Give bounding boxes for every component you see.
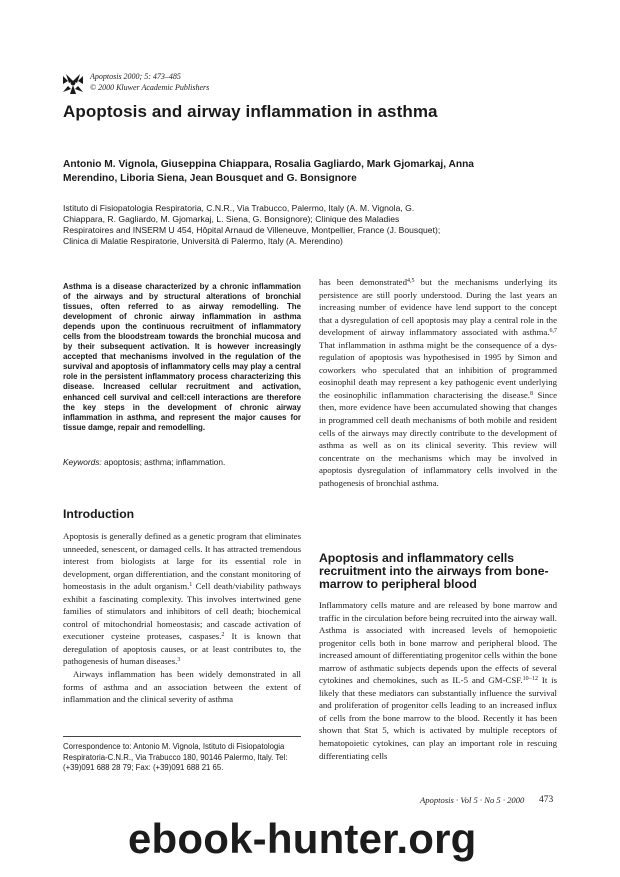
reference-marker: 6,7 [549, 328, 557, 335]
page-number: 473 [539, 795, 554, 805]
keywords [63, 457, 225, 467]
keywords-text: apoptosis; asthma; inflammation. [104, 457, 226, 467]
text-run: Cell death/viability pathways exhibit a fascinating complexity. This involves intertwined gene families of stimulators and inhibitors of cell death; biochemical control of mitochondrial homeostasis; and cascade activation of executioner cysteine proteases, caspases. [63, 581, 301, 642]
reference-marker: 10−12 [522, 676, 539, 683]
reference-marker: 1 [189, 582, 193, 589]
introduction-body [63, 530, 301, 706]
apoptosis-recruitment-body [319, 599, 557, 762]
text-run: It is known that deregulation of apoptosis causes, or at least contributes to, the pathogenesis of human diseases. [63, 631, 301, 667]
text-run: It is likely that these mediators can substantially influence the survival and proliferation of progenitor cells leading to an increased influx of cells from the bone marrow to the blood. Recently it has been shown that Stat 5, which is activated by multiple receptors of hematopoietic cytokines, can play an important role in rescuing differentiating cells [319, 675, 557, 761]
author-list: Antonio M. Vignola, Giuseppina Chiappara, Rosalia Gagliardo, Mark Gjomarkaj, Anna Merendino, Liboria Siena, Jean Bousquet and G. Bonsignore [63, 159, 474, 185]
reference-marker: 4,5 [406, 278, 415, 284]
journal-citation: Apoptosis 2000; 5: 473–485 [90, 72, 181, 81]
reference-marker: 3 [177, 657, 181, 664]
footnote-divider [63, 736, 301, 737]
text-run: Since then, more evidence have been accumulated showing that changes in programmed cell death mechanisms of both mobile and resident cells of the airways may directly contribute to the development of asthma as well as on its clinical severity. This review will concentrate on the mechanisms which may be involved in apoptosis dysregulation of inflammatory cells involved in the pathogenesis of bronchial asthma. [319, 389, 557, 488]
watermark: ebook-hunter.org [128, 815, 477, 862]
reference-marker: 2 [221, 632, 225, 639]
running-footer: Apoptosis · Vol 5 · No 5 · 2000 [420, 795, 525, 805]
text-run: That inflammation in asthma might be the consequence of a dys-regulation of apoptosis was hypothesised in 1995 by Simon and coworkers who speculated that an inhibition of programmed eosinophil death may represent a key pathogenic event underlying the eosinophilic inflammation characterising the disease. [319, 339, 557, 400]
paragraph [63, 530, 301, 668]
correspondence-footnote: Correspondence to: Antonio M. Vignola, Istituto di Fisiopatologia Respiratoria-C.N.R., Via Trabucco 180, 90146 Palermo, Italy. Tel: (+39)091 688 28 79; Fax: (+39)091 688 21 65. [63, 742, 288, 772]
paragraph [319, 599, 557, 762]
introduction-continuation [319, 276, 557, 489]
affiliations: Istituto di Fisiopatologia Respiratoria, C.N.R., Via Trabucco, Palermo, Italy (A. M. Vignola, G. Chiappara, R. Gagliardo, M. Gjomarkaj, L. Siena, G. Bonsignore); Clinique des Maladies Respiratoires and INSERM U 454, Hôpital Arnaud de Villeneuve, Montpellier, France (J. Bousquet); Clinica di Malatie Respiratorie, Università di Palermo, Italy (A. Merendino) [63, 203, 441, 246]
text-run: but the mechanisms underlying its persistence are still poorly understood. During the last years an increasing number of evidence have lend support to the concept that a dysregulation of cell apoptosis may play a central role in the development of airway inflammatory associated with asthma. [319, 277, 557, 338]
paragraph: Airways inflammation has been widely demonstrated in all forms of asthma and an association between the extent of inflammation and the clinical severity of asthma [63, 669, 301, 705]
text-run: has been demonstrated [319, 277, 407, 287]
paragraph [319, 276, 557, 489]
section-heading-introduction: Introduction [63, 507, 135, 521]
article-title: Apoptosis and airway inflammation in asthma [63, 102, 438, 121]
text-run: Apoptosis is generally defined as a genetic program that eliminates unneeded, senescent, or damaged cells. It has attracted tremendous interest from biologists at large for its essential role in development, organ differentiation, and the constant monitoring of homeostasis in the adult organism. [63, 531, 301, 592]
abstract: Asthma is a disease characterized by a chronic inflammation of the airways and by structural alterations of bronchial tissues, often referred to as airway remodelling. The development of chronic airway inflammation in asthma depends upon the continuous recruitment of inflammatory cells from the bloodstream towards the bronchial mucosa and by their subsequent activation. It is however increasingly accepted that mechanisms involved in the regulation of the survival and apoptosis of inflammatory cells may play a central role in the persistent inflammatory process characterizing this disease. Increased cellular recruitment and activation, enhanced cell survival and cell:cell interactions are therefore the key steps in the development of chronic airway inflammation in asthma, and represent the major causes for tissue damge, repair and remodelling. [63, 282, 301, 432]
section-heading-apoptosis-recruitment: Apoptosis and inflammatory cells recruitment into the airways from bone-marrow to peripheral blood [319, 551, 549, 591]
copyright-line: © 2000 Kluwer Academic Publishers [90, 82, 210, 92]
keywords-label: Keywords: [63, 457, 102, 467]
journal-header [90, 72, 209, 93]
kluwer-logo-icon [62, 73, 84, 95]
reference-marker: 8 [530, 390, 534, 397]
text-run: Inflammatory cells mature and are released by bone marrow and traffic in the circulation before being recruited into the airway wall. Asthma is associated with increased levels of hemopoietic progenitor cells both in bone marrow and peripheral blood. The increased amount of differentiating progenitor cells within the bone marrow of asthmatic subjects depends upon the effects of several cytokines and chemokines, such as IL-5 and GM-CSF. [319, 600, 557, 686]
